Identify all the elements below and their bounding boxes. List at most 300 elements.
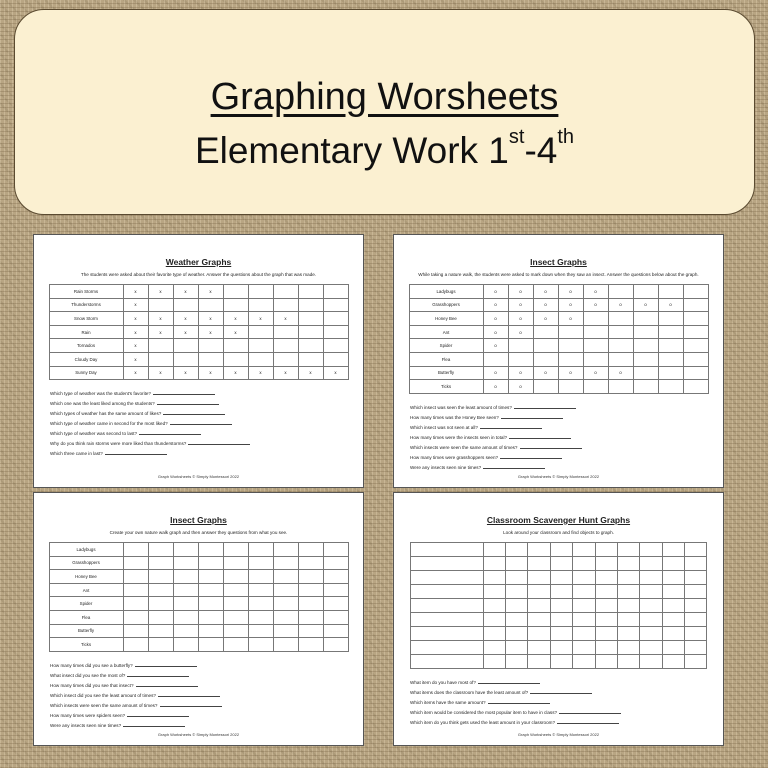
graph-cell: x — [248, 366, 273, 380]
graph-cell — [298, 570, 323, 584]
graph-cell — [662, 613, 684, 627]
graph-cell — [550, 641, 572, 655]
graph-cell — [550, 655, 572, 669]
graph-cell — [173, 624, 198, 638]
graph-cell — [323, 597, 348, 611]
graph-cell — [633, 339, 658, 353]
graph-cell — [595, 557, 617, 571]
graph-cell — [248, 543, 273, 557]
graph-cell — [633, 325, 658, 339]
graph-cell — [662, 655, 684, 669]
graph-cell — [617, 571, 639, 585]
graph-cell — [608, 325, 633, 339]
row-label — [410, 599, 483, 613]
table-row — [49, 352, 348, 366]
graph-cell: o — [483, 285, 508, 299]
graph-cell — [633, 380, 658, 394]
question-item: What insect did you see the most of? — [50, 671, 363, 681]
graph-cell — [198, 638, 223, 652]
graph-cell — [123, 597, 148, 611]
graph-cell — [573, 627, 595, 641]
row-label: Tornados — [49, 339, 123, 353]
graph-cell — [658, 366, 683, 380]
graph-cell — [528, 613, 550, 627]
graph-cell — [323, 543, 348, 557]
graph-cell — [248, 583, 273, 597]
row-label: Honey Bee — [409, 312, 483, 326]
row-label: Honey Bee — [49, 570, 123, 584]
graph-cell — [640, 627, 662, 641]
question-item: How many times were spiders seen? — [50, 711, 363, 721]
table-row — [409, 380, 708, 394]
graph-cell — [298, 325, 323, 339]
graph-cell — [148, 583, 173, 597]
graph-cell — [148, 570, 173, 584]
graph-cell — [685, 613, 707, 627]
graph-cell — [685, 599, 707, 613]
title-banner — [14, 9, 755, 215]
question-item: How many times were the insects seen in total? — [410, 433, 723, 443]
graph-cell — [640, 571, 662, 585]
graph-cell — [483, 641, 505, 655]
graph-cell — [173, 610, 198, 624]
graph-cell — [248, 624, 273, 638]
weather-graph-table — [49, 284, 349, 380]
graph-cell: x — [148, 325, 173, 339]
row-label — [410, 641, 483, 655]
graph-cell: x — [173, 366, 198, 380]
graph-cell — [273, 352, 298, 366]
graph-cell: x — [248, 312, 273, 326]
graph-cell — [483, 585, 505, 599]
graph-cell — [483, 571, 505, 585]
graph-cell — [685, 543, 707, 557]
worksheet-insect-graphs — [393, 234, 724, 488]
graph-cell — [550, 571, 572, 585]
graph-cell — [528, 655, 550, 669]
graph-cell — [123, 570, 148, 584]
graph-cell — [273, 543, 298, 557]
graph-cell — [323, 339, 348, 353]
row-label: Sunny Day — [49, 366, 123, 380]
graph-cell — [173, 570, 198, 584]
table-row — [410, 543, 707, 557]
graph-cell: o — [483, 325, 508, 339]
graph-cell — [273, 325, 298, 339]
graph-cell — [573, 571, 595, 585]
graph-cell — [550, 613, 572, 627]
graph-cell — [583, 325, 608, 339]
graph-cell — [662, 599, 684, 613]
table-row — [410, 613, 707, 627]
graph-cell: o — [483, 339, 508, 353]
scavenger-graph-table — [410, 542, 708, 669]
question-list — [410, 403, 723, 473]
graph-cell — [662, 641, 684, 655]
graph-cell — [298, 543, 323, 557]
graph-cell — [273, 570, 298, 584]
table-row — [409, 325, 708, 339]
graph-cell — [685, 571, 707, 585]
table-row — [49, 583, 348, 597]
worksheet-title: Classroom Scavenger Hunt Graphs — [486, 515, 631, 525]
graph-cell — [298, 597, 323, 611]
graph-cell — [273, 556, 298, 570]
graph-cell — [685, 627, 707, 641]
graph-cell — [323, 298, 348, 312]
graph-cell: o — [508, 298, 533, 312]
graph-cell — [223, 610, 248, 624]
graph-cell — [608, 285, 633, 299]
graph-cell — [528, 557, 550, 571]
worksheet-instructions: Look around your classroom and find objects to graph. — [503, 530, 614, 535]
graph-cell — [505, 627, 527, 641]
graph-cell — [505, 543, 527, 557]
graph-cell — [583, 339, 608, 353]
graph-cell — [505, 599, 527, 613]
graph-cell — [323, 638, 348, 652]
graph-cell: o — [608, 298, 633, 312]
worksheet-footer: Graph Worksheets © Simply Montessori 2022 — [157, 474, 240, 479]
row-label — [410, 585, 483, 599]
graph-cell: x — [273, 312, 298, 326]
question-item: Which type of weather was the student's favorite? — [50, 389, 363, 399]
graph-cell — [508, 339, 533, 353]
worksheet-footer: Graph Worksheets © Simply Montessori 2022 — [517, 474, 600, 479]
question-item: Which type of weather came in second for the most liked? — [50, 419, 363, 429]
graph-cell — [273, 610, 298, 624]
table-row — [49, 624, 348, 638]
graph-cell — [683, 352, 708, 366]
question-item: Which item would be considered the most popular item to have in class? — [410, 708, 723, 718]
graph-cell: x — [173, 325, 198, 339]
table-row — [410, 655, 707, 669]
graph-cell — [595, 627, 617, 641]
graph-cell — [298, 624, 323, 638]
graph-cell — [223, 352, 248, 366]
graph-cell — [662, 585, 684, 599]
graph-cell — [617, 655, 639, 669]
graph-cell — [640, 641, 662, 655]
graph-cell: x — [123, 325, 148, 339]
graph-cell — [298, 352, 323, 366]
graph-cell — [248, 298, 273, 312]
graph-cell — [223, 298, 248, 312]
question-item: Which three came in last? — [50, 449, 363, 459]
graph-cell: o — [508, 380, 533, 394]
graph-cell — [223, 339, 248, 353]
graph-cell — [683, 366, 708, 380]
banner-subtitle — [15, 126, 754, 172]
graph-cell — [505, 655, 527, 669]
graph-cell: x — [323, 366, 348, 380]
graph-cell — [617, 599, 639, 613]
graph-cell — [223, 556, 248, 570]
worksheet-instructions: Create your own nature walk graph and then answer they questions from what you see. — [109, 530, 288, 535]
graph-cell — [595, 571, 617, 585]
graph-cell — [662, 627, 684, 641]
graph-cell — [323, 285, 348, 299]
table-row — [49, 597, 348, 611]
graph-cell — [198, 610, 223, 624]
graph-cell — [198, 352, 223, 366]
graph-cell — [662, 543, 684, 557]
graph-cell: x — [198, 325, 223, 339]
graph-cell — [223, 570, 248, 584]
graph-cell — [617, 613, 639, 627]
graph-cell: o — [483, 312, 508, 326]
question-item: Which insect was seen the least amount of times? — [410, 403, 723, 413]
question-item: How many times was the Honey Bee seen? — [410, 413, 723, 423]
graph-cell — [685, 655, 707, 669]
graph-cell — [558, 339, 583, 353]
graph-cell: x — [198, 285, 223, 299]
graph-cell — [483, 557, 505, 571]
worksheet-weather-graphs — [33, 234, 364, 488]
graph-cell — [248, 556, 273, 570]
graph-cell — [533, 352, 558, 366]
graph-cell — [685, 641, 707, 655]
worksheet-footer: Graph Worksheets © Simply Montessori 2022 — [517, 732, 600, 737]
graph-cell: o — [558, 285, 583, 299]
graph-cell — [608, 312, 633, 326]
worksheet-instructions: The students were asked about their favorite type of weather. Answer the questions about the graph that was made. — [80, 272, 317, 277]
graph-cell — [273, 583, 298, 597]
graph-cell — [685, 557, 707, 571]
graph-cell — [573, 613, 595, 627]
graph-cell: o — [508, 325, 533, 339]
insect-graph-table — [409, 284, 709, 394]
graph-cell — [148, 638, 173, 652]
graph-cell — [483, 599, 505, 613]
graph-cell — [595, 599, 617, 613]
graph-cell — [617, 641, 639, 655]
graph-cell — [198, 298, 223, 312]
graph-cell — [683, 380, 708, 394]
graph-cell: x — [223, 325, 248, 339]
graph-cell — [595, 543, 617, 557]
graph-cell — [123, 610, 148, 624]
row-label — [410, 571, 483, 585]
graph-cell — [123, 556, 148, 570]
worksheet-title: Insect Graphs — [170, 515, 227, 525]
graph-cell — [273, 298, 298, 312]
graph-cell — [595, 641, 617, 655]
graph-cell — [198, 597, 223, 611]
row-label: Ticks — [49, 638, 123, 652]
row-label: Ladybugs — [409, 285, 483, 299]
graph-cell — [640, 585, 662, 599]
graph-cell: o — [583, 366, 608, 380]
graph-cell — [583, 380, 608, 394]
question-item: Which insects were seen the same amount of times? — [50, 701, 363, 711]
table-row — [49, 339, 348, 353]
graph-cell — [173, 352, 198, 366]
subtitle-sup-st: st — [508, 126, 525, 148]
graph-cell — [558, 352, 583, 366]
graph-cell — [483, 627, 505, 641]
graph-cell — [573, 543, 595, 557]
graph-cell — [223, 285, 248, 299]
graph-cell: x — [123, 366, 148, 380]
graph-cell — [640, 613, 662, 627]
graph-cell — [173, 597, 198, 611]
graph-cell — [550, 599, 572, 613]
graph-cell — [123, 543, 148, 557]
graph-cell — [148, 556, 173, 570]
graph-cell — [633, 352, 658, 366]
question-list — [50, 389, 363, 459]
graph-cell: o — [483, 366, 508, 380]
table-row — [49, 543, 348, 557]
graph-cell: o — [608, 366, 633, 380]
graph-cell — [248, 610, 273, 624]
graph-cell — [528, 627, 550, 641]
graph-cell — [683, 298, 708, 312]
graph-cell — [223, 624, 248, 638]
graph-cell — [173, 638, 198, 652]
table-row — [409, 312, 708, 326]
question-item: Which items have the same amount? — [410, 698, 723, 708]
graph-cell — [683, 312, 708, 326]
graph-cell: o — [508, 366, 533, 380]
graph-cell — [248, 325, 273, 339]
graph-cell — [148, 624, 173, 638]
question-item: Which types of weather has the same amount of likes? — [50, 409, 363, 419]
table-row — [410, 571, 707, 585]
graph-cell — [583, 312, 608, 326]
graph-cell — [608, 352, 633, 366]
graph-cell: o — [508, 285, 533, 299]
graph-cell: x — [123, 298, 148, 312]
graph-cell: o — [533, 312, 558, 326]
graph-cell — [483, 543, 505, 557]
graph-cell — [323, 570, 348, 584]
graph-cell — [633, 285, 658, 299]
row-label: Ant — [409, 325, 483, 339]
graph-cell — [198, 624, 223, 638]
table-row — [49, 366, 348, 380]
table-row — [409, 366, 708, 380]
graph-cell — [528, 543, 550, 557]
table-row — [410, 585, 707, 599]
graph-cell — [323, 583, 348, 597]
graph-cell: x — [198, 312, 223, 326]
graph-cell — [658, 339, 683, 353]
graph-cell — [148, 352, 173, 366]
graph-cell: o — [533, 366, 558, 380]
graph-cell — [298, 610, 323, 624]
graph-cell: x — [148, 366, 173, 380]
graph-cell — [633, 312, 658, 326]
graph-cell — [148, 610, 173, 624]
row-label: Cloudy Day — [49, 352, 123, 366]
graph-cell — [198, 556, 223, 570]
table-row — [409, 352, 708, 366]
graph-cell — [173, 583, 198, 597]
graph-cell — [273, 638, 298, 652]
table-row — [49, 556, 348, 570]
question-item: Which insects were seen the same amount of times? — [410, 443, 723, 453]
row-label: Thunderstorms — [49, 298, 123, 312]
graph-cell — [223, 543, 248, 557]
graph-cell — [298, 298, 323, 312]
row-label — [410, 627, 483, 641]
question-item: Which item do you think gets used the least amount in your classroom? — [410, 718, 723, 728]
graph-cell — [198, 339, 223, 353]
graph-cell — [223, 638, 248, 652]
graph-cell — [298, 556, 323, 570]
table-row — [49, 285, 348, 299]
graph-cell — [533, 325, 558, 339]
graph-cell — [298, 285, 323, 299]
graph-cell — [173, 556, 198, 570]
graph-cell: x — [173, 285, 198, 299]
row-label: Rain — [49, 325, 123, 339]
question-item: Were any insects seen nine times? — [410, 463, 723, 473]
row-label: Flea — [49, 610, 123, 624]
graph-cell: o — [483, 380, 508, 394]
row-label — [410, 613, 483, 627]
graph-cell — [273, 624, 298, 638]
graph-cell: o — [533, 298, 558, 312]
graph-cell — [658, 285, 683, 299]
graph-cell — [528, 599, 550, 613]
graph-cell — [573, 585, 595, 599]
graph-cell: o — [483, 298, 508, 312]
table-row — [409, 285, 708, 299]
row-label — [410, 557, 483, 571]
question-list — [410, 678, 723, 728]
graph-cell — [533, 339, 558, 353]
graph-cell — [123, 624, 148, 638]
graph-cell — [483, 655, 505, 669]
graph-cell — [550, 557, 572, 571]
graph-cell — [528, 641, 550, 655]
graph-cell — [683, 339, 708, 353]
row-label: Grasshoppers — [409, 298, 483, 312]
graph-cell — [148, 298, 173, 312]
graph-cell — [273, 285, 298, 299]
graph-cell — [640, 655, 662, 669]
graph-cell — [298, 339, 323, 353]
graph-cell — [640, 599, 662, 613]
row-label: Grasshoppers — [49, 556, 123, 570]
row-label: Butterfly — [409, 366, 483, 380]
graph-cell: x — [223, 366, 248, 380]
graph-cell — [608, 380, 633, 394]
graph-cell — [558, 380, 583, 394]
worksheet-footer: Graph Worksheets © Simply Montessori 2022 — [157, 732, 240, 737]
graph-cell — [617, 627, 639, 641]
graph-cell — [550, 543, 572, 557]
blank-insect-graph-table — [49, 542, 349, 652]
graph-cell — [273, 597, 298, 611]
graph-cell — [323, 325, 348, 339]
graph-cell — [658, 352, 683, 366]
graph-cell — [595, 613, 617, 627]
graph-cell — [248, 638, 273, 652]
table-row — [409, 298, 708, 312]
question-item: What items does the classroom have the least amount of? — [410, 688, 723, 698]
row-label: Snow Storm — [49, 312, 123, 326]
graph-cell — [528, 571, 550, 585]
graph-cell — [248, 597, 273, 611]
question-item: Which one was the least liked among the students? — [50, 399, 363, 409]
worksheet-title: Insect Graphs — [530, 257, 587, 267]
table-row — [49, 312, 348, 326]
graph-cell — [595, 585, 617, 599]
